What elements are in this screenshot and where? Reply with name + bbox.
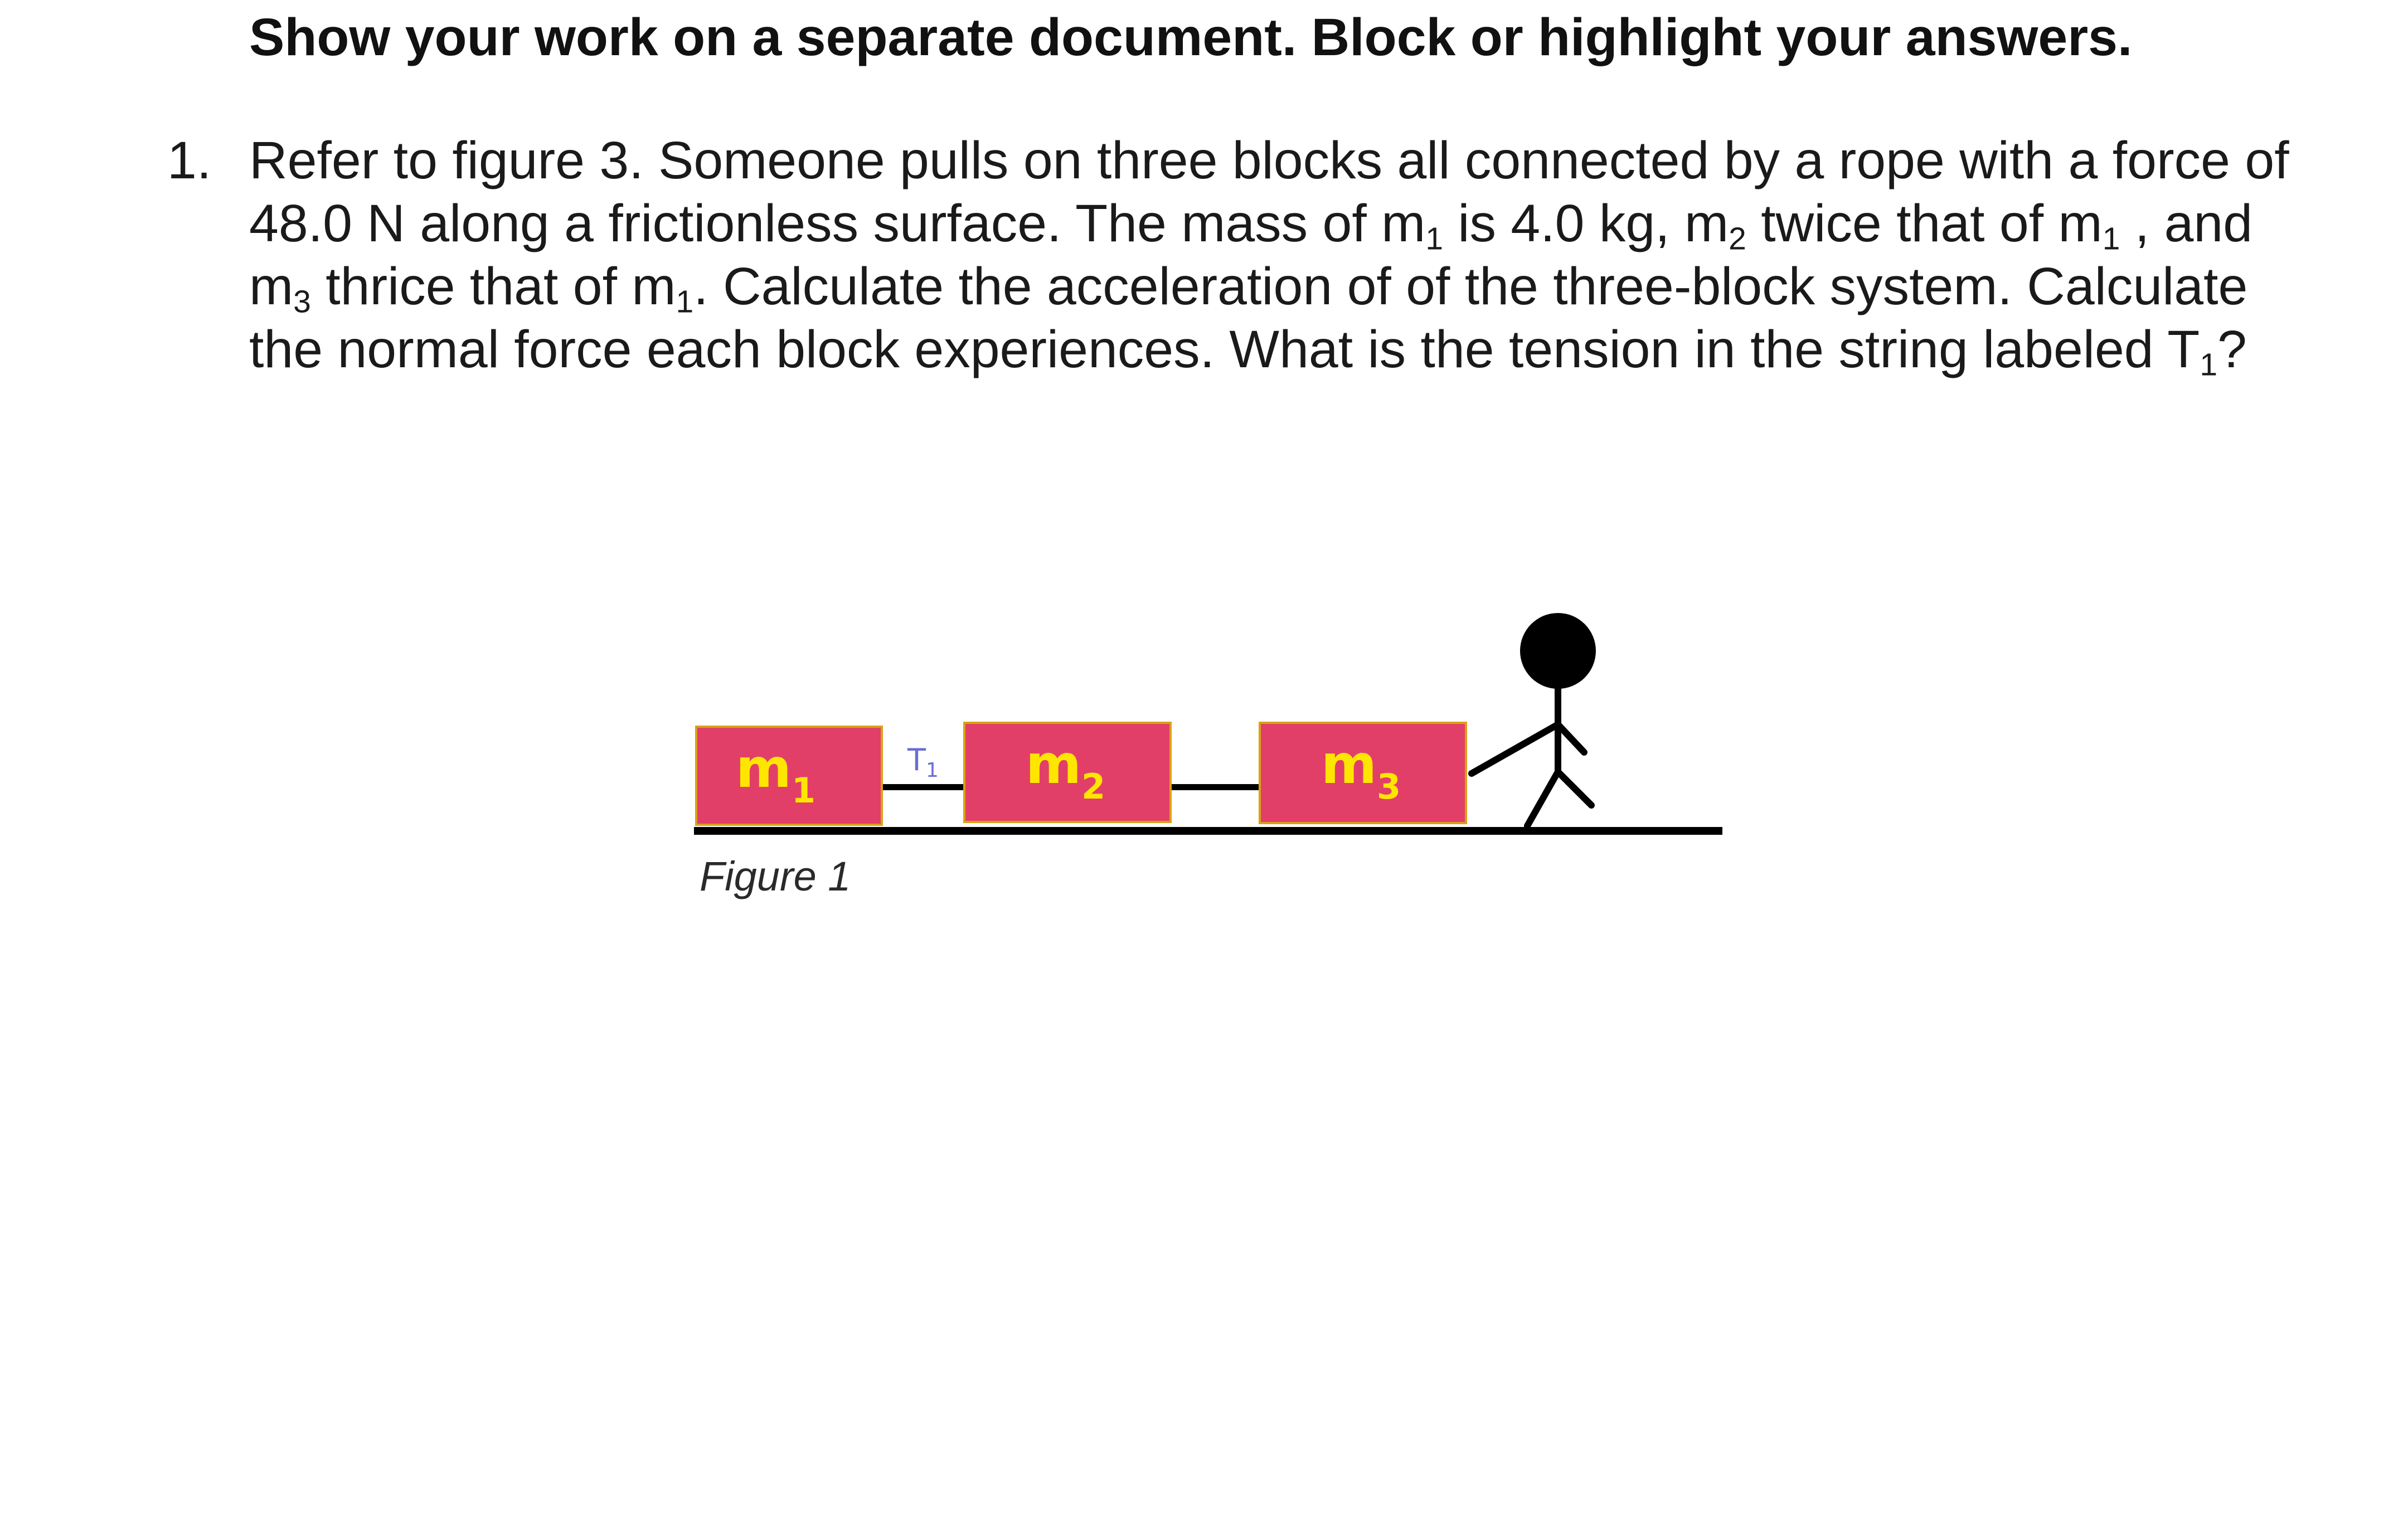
- text-segment: 48.0 N along a frictionless surface. The mass of m: [249, 194, 1426, 253]
- stick-figure-person: [1472, 613, 1596, 826]
- text-segment: Refer to figure 3. Someone pulls on three blocks all connected by a rope with a force of: [249, 131, 2289, 190]
- tension-t1-label: $T_1$: [907, 742, 939, 782]
- text-segment: thrice that of m: [310, 257, 676, 316]
- subscript: 1: [676, 284, 694, 320]
- person-leg-right: [1558, 772, 1591, 805]
- person-arm-back: [1558, 724, 1584, 752]
- text-segment: , and: [2120, 194, 2253, 253]
- text-segment: twice that of m: [1746, 194, 2103, 253]
- block-m3-label: $m_3$: [1321, 733, 1401, 807]
- ground-surface: [694, 827, 1722, 835]
- text-segment: . Calculate the acceleration of of the three-block system. Calculate: [693, 257, 2248, 316]
- instructions-heading: Show your work on a separate document. Block or highlight your answers.: [249, 8, 2133, 67]
- block-m2-label: $m_2$: [1026, 733, 1106, 807]
- subscript: 3: [293, 284, 311, 320]
- text-segment: the normal force each block experiences. What is the tension in the string labeled T: [249, 320, 2200, 379]
- text-segment: ?: [2217, 320, 2247, 379]
- person-arm-pull: [1472, 724, 1558, 773]
- subscript: 2: [1729, 221, 1746, 257]
- text-segment: is 4.0 kg, m: [1443, 194, 1729, 253]
- block-m1-label: $m_1$: [736, 737, 816, 811]
- figure-caption: Figure 1: [700, 853, 851, 899]
- subscript: 1: [1425, 221, 1444, 257]
- question-number: 1.: [167, 131, 212, 190]
- rope-m2-m3: [1171, 784, 1260, 790]
- person-head: [1520, 613, 1596, 689]
- person-leg-left: [1527, 772, 1558, 826]
- text-segment: m: [249, 257, 294, 316]
- subscript: 1: [2102, 221, 2120, 257]
- rope-t1: [881, 784, 963, 790]
- subscript: 1: [2200, 347, 2218, 383]
